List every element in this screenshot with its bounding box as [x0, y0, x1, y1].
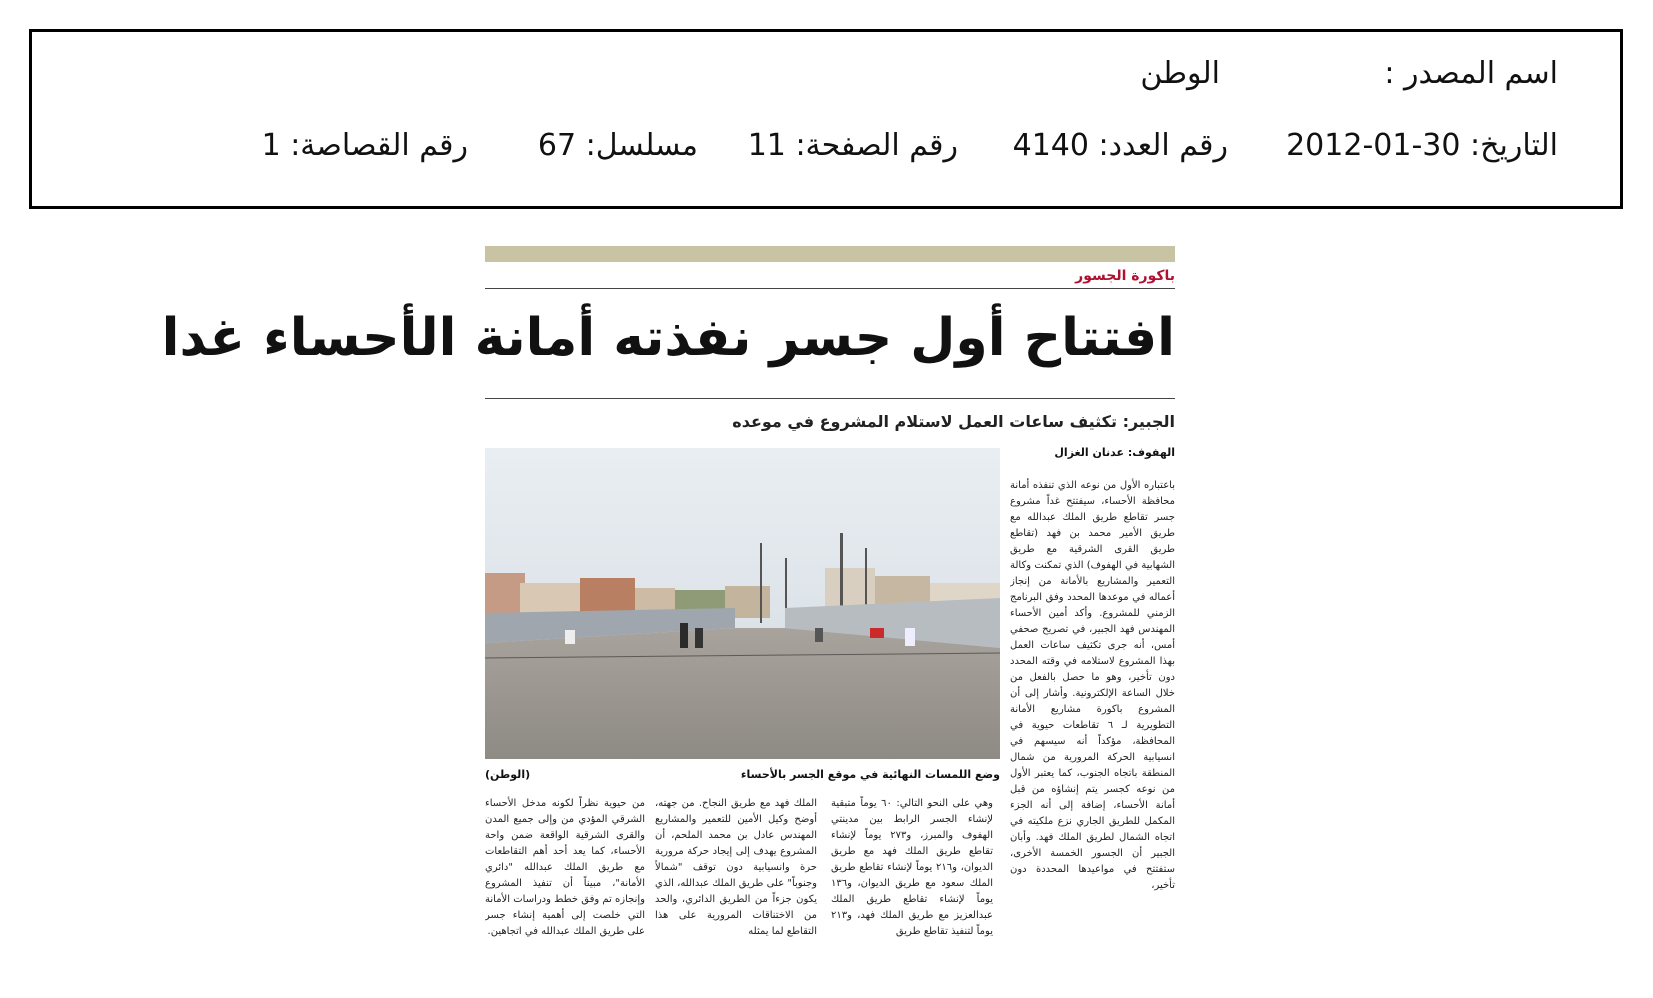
article-headline: افتتاح أول جسر نفذته أمانة الأحساء غدا — [161, 308, 1175, 368]
clip-number-field: رقم القصاصة: 1 — [261, 128, 468, 163]
photo-caption-row — [485, 768, 1000, 784]
divider — [485, 398, 1175, 399]
issue-number-field: رقم العدد: 4140 — [1012, 128, 1228, 163]
serial-field: مسلسل: 67 — [537, 128, 698, 163]
divider — [485, 288, 1175, 289]
page-number-field: رقم الصفحة: 11 — [747, 128, 958, 163]
photo-caption: وضع اللمسات النهائية في موقع الجسر بالأحساء — [740, 768, 1000, 781]
article-byline: الهفوف: عدنان الغزال — [1054, 446, 1175, 459]
article-column: باعتباره الأول من نوعه الذي تنفذه أمانة محافظة الأحساء، سيفتتح غداً مشروع جسر تقاطع طريق الملك عبدالله مع طريق الأمير محمد بن فهد (تقاطع طريق القرى الشرقية مع طريق الشهابية في الهفوف) الذي تمكنت وكالة التعمير والمشاريع بالأمانة من إنجاز أعماله في موعدها المحدد وفق البرنامج الزمني للمشروع. وأكد أمين الأحساء المهندس فهد الجبير، في تصريح صحفي أمس، أنه جرى تكثيف ساعات العمل بهذا المشروع لاستلامه في وقته المحدد دون تأخير، وهو ما حصل بالفعل من خلال الساعة الإلكترونية. وأشار إلى أن المشروع باكورة مشاريع الأمانة التطويرية لـ ٦ تقاطعات حيوية في المحافظة، مؤكداً أنه سيسهم في انسيابية الحركة المرورية من شمال المنطقة باتجاه الجنوب، كما يعتبر الأول من نوعه كجسر يتم إنشاؤه من قبل أمانة الأحساء، إضافة إلى أنه الجزء المكمل للطريق الجاري نزع ملكيته في اتجاه الشمال لطريق الملك فهد. وأبان الجبير أن الجسور الخمسة الأخرى، ستفتتح في مواعيدها المحددة دون تأخير، — [1010, 480, 1175, 891]
article-clipping — [161, 246, 1175, 986]
source-label: اسم المصدر : — [1384, 56, 1558, 91]
top-color-band — [485, 246, 1175, 262]
article-column: من حيوية نظراً لكونه مدخل الأحساء الشرقي المؤدي من وإلى جميع المدن والقرى الشرقية الواقعة ضمن واحة الأحساء، كما يعد أحد أهم التقاطعات مع طريق الملك عبدالله "دائري الأمانة"، مبيناً أن تنفيذ المشروع وإنجازه تم وفق خطط ودراسات الأمانة التي خلصت إلى أهمية إنشاء جسر على طريق الملك عبدالله في اتجاهين. — [485, 798, 645, 937]
clipping-info-box — [29, 29, 1623, 209]
date-field: التاريخ: 30-01-2012 — [1286, 128, 1558, 163]
photo-credit: (الوطن) — [485, 768, 531, 781]
clipping-meta-row — [232, 128, 1558, 178]
source-value: الوطن — [1140, 56, 1220, 91]
article-column: وهي على النحو التالي: ٦٠ يوماً متبقية لإنشاء الجسر الرابط بين مدينتي الهفوف والمبرز، و٢٧٣ يوماً لإنشاء تقاطع طريق الملك فهد مع طريق الديوان، و٢١٦ يوماً لإنشاء تقاطع طريق الملك سعود مع طريق الديوان، و١٣٦ يوماً لإنشاء تقاطع طريق الملك عبدالعزيز مع طريق الملك فهد، و٢١٣ يوماً لتنفيذ تقاطع طريق — [831, 798, 993, 937]
article-kicker: باكورة الجسور — [1075, 268, 1175, 284]
article-subheadline: الجبير: تكثيف ساعات العمل لاستلام المشروع في موعده — [732, 412, 1175, 431]
bridge-photo — [485, 448, 1000, 759]
article-column: الملك فهد مع طريق النجاح. من جهته، أوضح وكيل الأمين للتعمير والمشاريع المهندس عادل بن محمد الملحم، أن المشروع يهدف إلى إيجاد حركة مرورية حرة وانسيابية دون توقف "شمالاً وجنوباً" على طريق الملك عبدالله، الذي يكون جزءاً من الطريق الدائري، والحد من الاختناقات المرورية على هذا التقاطع لما يمثله — [655, 798, 817, 937]
